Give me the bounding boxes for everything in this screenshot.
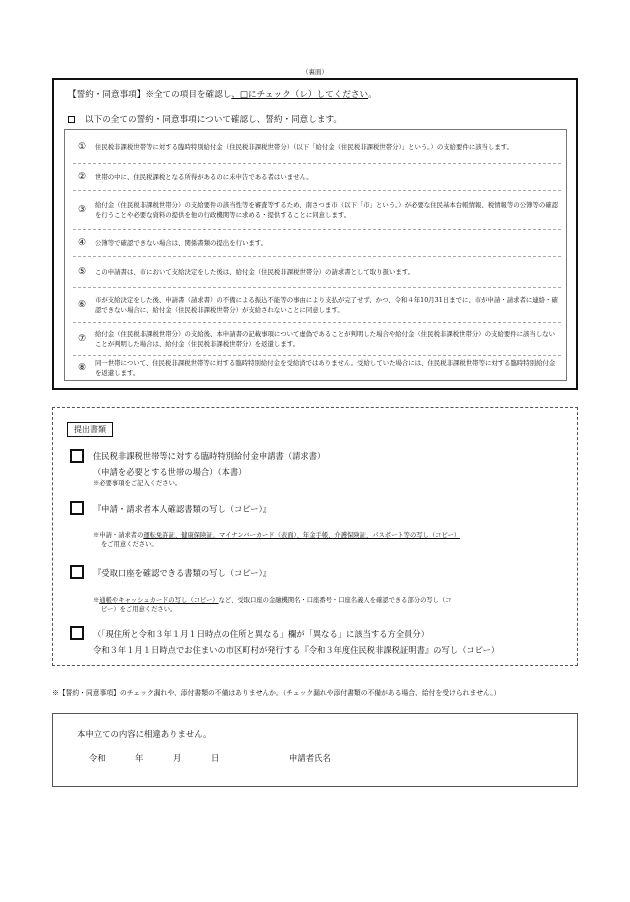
pledge-item-number: ③ [77,205,87,215]
pledge-header [68,88,377,100]
pledge-item-number: ⑥ [77,300,87,310]
item-divider [73,229,561,230]
pledge-header-underlined: 、□にチェック（レ）してください [231,90,369,100]
document-tax-line2: 令和３年１月１日時点でお住まいの市区町村が発行する『令和３年度住民税非課税証明書』の写し（コピー） [93,645,500,655]
check-reminder-footnote: ※【誓約・同意事項】のチェック漏れや、添付書類の不備はありませんか。（チェック漏れや添付書類の不備がある場合、給付を受けられません。） [52,689,501,697]
pledge-item-number: ⑤ [77,267,87,277]
pledge-item [73,290,561,320]
document-id-note-line2: をご用意ください。 [101,541,158,548]
document-application-line1: 住民税非課税世帯等に対する臨時特別給付金申請書（請求書） [93,451,326,461]
document-tax-line1: （「現住所と令和３年１月１日時点の住所と異なる」欄が「異なる」に該当する方全員分） [93,629,430,639]
document-application-note: ※必要事項をご記入ください。 [93,480,182,487]
date-day-label: 日 [211,753,220,763]
item-divider [73,322,561,323]
declaration-statement: 本申立ての内容に相違ありません。 [77,729,212,739]
pledge-item-number: ① [77,142,87,152]
document-application-line2: （申請を必要とする世帯の場合）（本書） [93,467,247,477]
pledge-item [73,357,561,379]
document-id-note-underlined: 運転免許証、健康保険証、マイナンバーカード（表面）、年金手帳、介護保険証、パスポート等の写し（コピー） [143,532,461,539]
item-divider [73,256,561,257]
pledge-item-text: 公簿等で確認できない場合は、関係書類の提出を行います。 [95,239,268,247]
pledge-item-number: ④ [77,238,87,248]
document-bank-note-line2: ピー）をご用意ください。 [101,606,177,613]
document-bank-note-underlined: 通帳やキャッシュカードの写し（コピー） [99,597,219,604]
pledge-item [73,193,561,227]
document-id-note [93,531,460,540]
document-checkbox-id[interactable] [70,501,84,515]
agree-all-label: 以下の全ての誓約・同意事項について確認し、誓約・同意します。 [85,115,342,125]
pledge-item [73,325,561,353]
pledge-item-number: ⑦ [77,334,87,344]
pledge-item-number: ② [77,172,87,182]
document-id-note-prefix: ※申請・請求者の [93,532,144,539]
document-bank-note-prefix: ※ [93,597,100,604]
date-era: 令和 [89,753,106,763]
page-side-label: （裏面） [302,68,328,76]
pledge-item [73,133,561,161]
submission-documents-section [52,407,578,666]
document-id-line1: 『申請・請求者本人確認書類の写し（コピー）』 [93,504,272,514]
document-bank-note [93,596,452,605]
date-year-label: 年 [135,753,144,763]
pledge-item [73,166,561,188]
document-checkbox-tax-certificate[interactable] [70,626,84,640]
agree-all-row[interactable] [68,113,342,125]
item-divider [73,287,561,288]
pledge-item [73,259,561,285]
pledge-item-text: この申請書は、市において支給決定をした後は、給付金（住民税非課税世帯分）の請求書として取り扱います。 [95,268,415,276]
item-divider [73,163,561,164]
pledge-item-text: 同一世帯について、住民税非課税世帯等に対する臨時特別給付金を受給済ではありません。受給していた場合には、住民税非課税世帯等に対する臨時特別給付金を返還します。 [95,359,556,377]
pledge-items-list [64,129,567,381]
document-checkbox-bank[interactable] [70,565,84,579]
pledge-item-text: 市が支給決定をした後、申請書（請求書）の不備による振込不能等の事由により支払が完了せず、かつ、令和４年10月31日までに、市が申請・請求者に連絡・確認できない場合に、給付金（住民税非課税世帯分）が支給されないことに同意します。 [95,296,558,314]
date-month-label: 月 [173,753,182,763]
declaration-section [52,713,578,787]
document-bank-line1: 『受取口座を確認できる書類の写し（コピー）』 [93,568,272,578]
documents-title: 提出書類 [67,422,113,437]
pledge-header-suffix: 。 [368,90,377,100]
item-divider [73,355,561,356]
pledge-section [52,78,578,390]
item-divider [73,190,561,191]
pledge-item-text: 給付金（住民税非課税世帯分）の支給要件の該当性等を審査等するため、南さつま市（以下「市」という。）が必要な住民基本台帳情報、税情報等の公簿等の確認を行うことや必要な資料の提供を他の行政機関等に求める・提供することに同意します。 [95,201,559,219]
pledge-item [73,232,561,254]
pledge-header-prefix: 【誓約・同意事項】※全ての項目を確認し [68,90,232,100]
agree-all-checkbox[interactable] [68,116,75,123]
document-bank-note-suffix: など、受取口座の金融機関名・口座番号・口座名義人を確認できる部分の写し（コ [218,597,452,604]
pledge-item-text: 世帯の中に、住民税課税となる所得があるのに未申告である者はいません。 [95,173,313,181]
pledge-item-text: 住民税非課税世帯等に対する臨時特別給付金（住民税非課税世帯分）（以下「給付金（住民税非課税世帯分）」という。）の支給要件に該当します。 [95,143,514,151]
pledge-item-text: 給付金（住民税非課税世帯分）の支給後、本申請書の記載事項について虚偽であることが判明した場合や給付金（住民税非課税世帯分）の支給要件に該当しないことが判明した場合は、給付金（住民税非課税世帯分）を返還します。 [95,330,555,348]
pledge-item-number: ⑧ [77,363,87,373]
applicant-name-label: 申請者氏名 [289,753,331,763]
document-checkbox-application[interactable] [70,449,84,463]
